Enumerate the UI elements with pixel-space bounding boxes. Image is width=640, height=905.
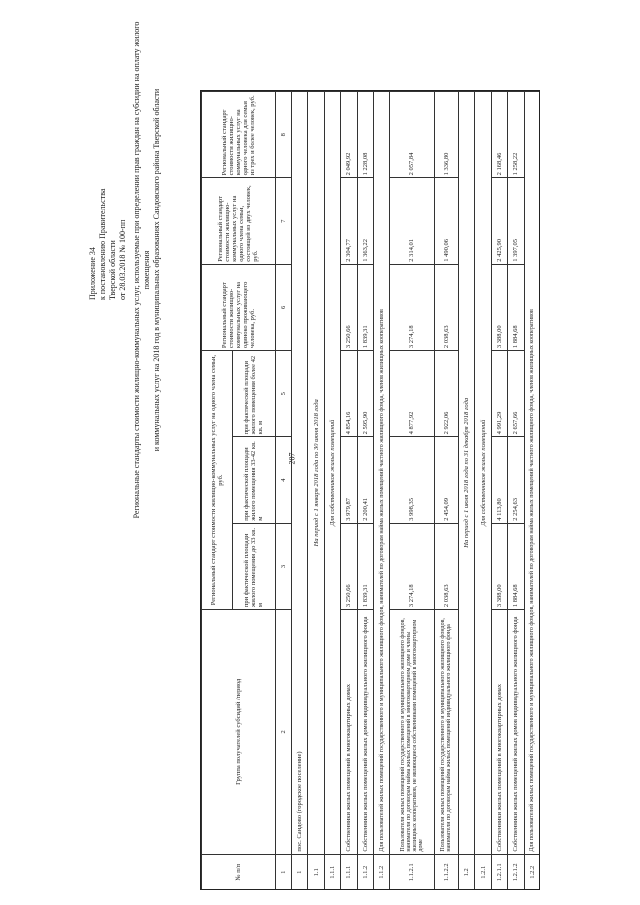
- row-value: 2 254,63: [508, 437, 524, 523]
- row-number: 1.1.2: [357, 854, 373, 890]
- row-value: 2 038,63: [434, 264, 459, 350]
- row-value: 2 049,92: [341, 92, 357, 178]
- appendix-note: [88, 80, 128, 300]
- row-value: 1 884,68: [508, 523, 524, 609]
- table-row: [508, 92, 524, 891]
- appendix-line: Приложение 34: [88, 247, 97, 300]
- row-value: 2 304,77: [341, 178, 357, 264]
- period-band: На период с 1 января 2018 года по 30 июня 2018 года: [308, 92, 324, 855]
- row-value: 3 250,66: [341, 523, 357, 609]
- row-group: Собственники жилых помещений жилых домов индивидуального жилищного фонда: [357, 610, 373, 854]
- row-value: 3 274,18: [390, 523, 434, 609]
- row-value: 2 657,66: [508, 351, 524, 437]
- row-number: 1: [292, 854, 308, 890]
- table-row: [341, 92, 357, 891]
- category-band: Для пользователей жилых помещений государственного и муниципального жилищного фондов, нанимателей по договорам найма жилых помещений частного жилищного фонда, членов жилищных кооперативов: [373, 92, 389, 855]
- standards-table-frame: [200, 90, 540, 890]
- row-number: 1.2.2: [524, 854, 540, 890]
- row-value: 2 314,01: [390, 178, 434, 264]
- row-value: 2 168,46: [491, 92, 507, 178]
- row-value: 2 057,84: [390, 92, 434, 178]
- row-number: 1.1.1: [324, 854, 340, 890]
- row-group: Собственники жилых помещений в многоквартирных домах: [491, 610, 507, 854]
- row-value: 1 228,08: [357, 92, 373, 178]
- row-number: 1.1.2: [373, 854, 389, 890]
- title-line: Региональные стандарты стоимости жилищно-коммунальных услуг, используемые при определении прав граждан на субсидии на оплату жилого помещения: [132, 21, 151, 519]
- header-regional-standard: Региональный стандарт стоимости жилищно-коммунальных услуг на одного члена семьи, руб.: [202, 351, 233, 610]
- appendix-line: Тверской области: [108, 240, 117, 300]
- row-value: 2 038,63: [434, 523, 459, 609]
- row-value: 2 922,06: [434, 351, 459, 437]
- appendix-line: к постановлению Правительства: [98, 188, 107, 300]
- column-number: 7: [275, 178, 291, 264]
- row-value: 1 363,22: [357, 178, 373, 264]
- row-value: 1 839,31: [357, 264, 373, 350]
- column-number: 5: [275, 351, 291, 437]
- page-number: 207: [287, 452, 297, 465]
- header-three-plus: Региональный стандарт стоимости жилищно-коммунальных услуг на одного человека для семьи из трех и более человек, руб.: [202, 92, 276, 178]
- row-value: 4 877,92: [390, 351, 434, 437]
- row-group: Пользователи жилых помещений государственного и муниципального жилищного фондов, наниматели по договорам найма жилых помещений в многоквартирном доме и члены жилищных кооперативов, не являющиеся собственниками помещений в многоквартирном доме: [390, 610, 434, 854]
- column-number: 2: [275, 610, 291, 854]
- row-value: 4 991,29: [491, 351, 507, 437]
- table-row: [390, 92, 434, 891]
- row-value: 2 595,90: [357, 351, 373, 437]
- appendix-line: от 28.03.2018 № 100-пп: [118, 219, 127, 300]
- row-group: Собственники жилых помещений в многоквартирных домах: [341, 610, 357, 854]
- header-no: № п/п: [202, 854, 276, 890]
- section-title: пос. Сандово (городское поселение): [292, 92, 308, 855]
- column-number: 4: [275, 437, 291, 523]
- header-area-mid: при фактической площади жилого помещения 33-42 кв. м: [232, 437, 275, 523]
- row-value: 3 388,00: [491, 523, 507, 609]
- row-group: Собственники жилых помещений жилых домов индивидуального жилищного фонда: [508, 610, 524, 854]
- row-value: 2 200,41: [357, 437, 373, 523]
- row-number: 1.1.2.1: [390, 854, 434, 890]
- row-number: 1.2: [459, 854, 475, 890]
- row-value: 3 274,18: [390, 264, 434, 350]
- row-value: 1 884,68: [508, 264, 524, 350]
- row-value: 3 998,35: [390, 437, 434, 523]
- table-row: [434, 92, 459, 891]
- row-number: 1.2.1: [475, 854, 491, 890]
- row-value: 1 397,05: [508, 178, 524, 264]
- row-number: 1.2.1.2: [508, 854, 524, 890]
- row-number: 1.1.1: [341, 854, 357, 890]
- row-value: 1 839,31: [357, 523, 373, 609]
- row-value: 1 490,06: [434, 178, 459, 264]
- table-row: [491, 92, 507, 891]
- row-value: 2 454,09: [434, 437, 459, 523]
- row-value: 3 979,87: [341, 437, 357, 523]
- period-band: На период с 1 июля 2018 года по 31 декабря 2018 года: [459, 92, 475, 855]
- header-single: Региональный стандарт стоимости жилищно-коммунальных услуг на одиноко проживающего человека, руб.: [202, 264, 276, 350]
- column-number: 8: [275, 92, 291, 178]
- row-value: 2 425,90: [491, 178, 507, 264]
- column-number: 1: [275, 854, 291, 890]
- row-value: 4 113,80: [491, 437, 507, 523]
- header-group: Группа получателей субсидий /период: [202, 610, 276, 854]
- row-value: 3 388,00: [491, 264, 507, 350]
- row-number: 1.2.1.1: [491, 854, 507, 890]
- table-row: [357, 92, 373, 891]
- header-two-person: Региональный стандарт стоимости жилищно-коммунальных услуг на одного члена семьи, состоящей из двух человек, руб.: [202, 178, 276, 264]
- row-number: 1.1: [308, 854, 324, 890]
- category-band: Для пользователей жилых помещений государственного и муниципального жилищного фондов, нанимателей по договорам найма жилых помещений частного жилищного фонда, членов жилищных кооперативов: [524, 92, 540, 855]
- row-value: 1 336,80: [434, 92, 459, 178]
- header-area-large: при фактической площади жилого помещения более 42 кв. м: [232, 351, 275, 437]
- row-number: 1.1.2.2: [434, 854, 459, 890]
- owners-band: Для собственников жилых помещений: [324, 92, 340, 855]
- row-value: 1 258,22: [508, 92, 524, 178]
- owners-band: Для собственников жилых помещений: [475, 92, 491, 855]
- standards-table: [201, 91, 540, 890]
- column-number: 6: [275, 264, 291, 350]
- row-value: 4 854,16: [341, 351, 357, 437]
- column-number: 3: [275, 523, 291, 609]
- row-value: 3 250,66: [341, 264, 357, 350]
- document-title: [132, 20, 162, 520]
- header-area-small: при фактической площади жилого помещения до 33 кв. м: [232, 523, 275, 609]
- title-line: и коммунальных услуг на 2018 год в муниципальных образованиях Сандовского района Тверской области: [152, 88, 161, 452]
- row-group: Пользователи жилых помещений государственного и муниципального жилищного фондов, наниматели по договорам найма жилых помещений индивидуального жилищного фонда: [434, 610, 459, 854]
